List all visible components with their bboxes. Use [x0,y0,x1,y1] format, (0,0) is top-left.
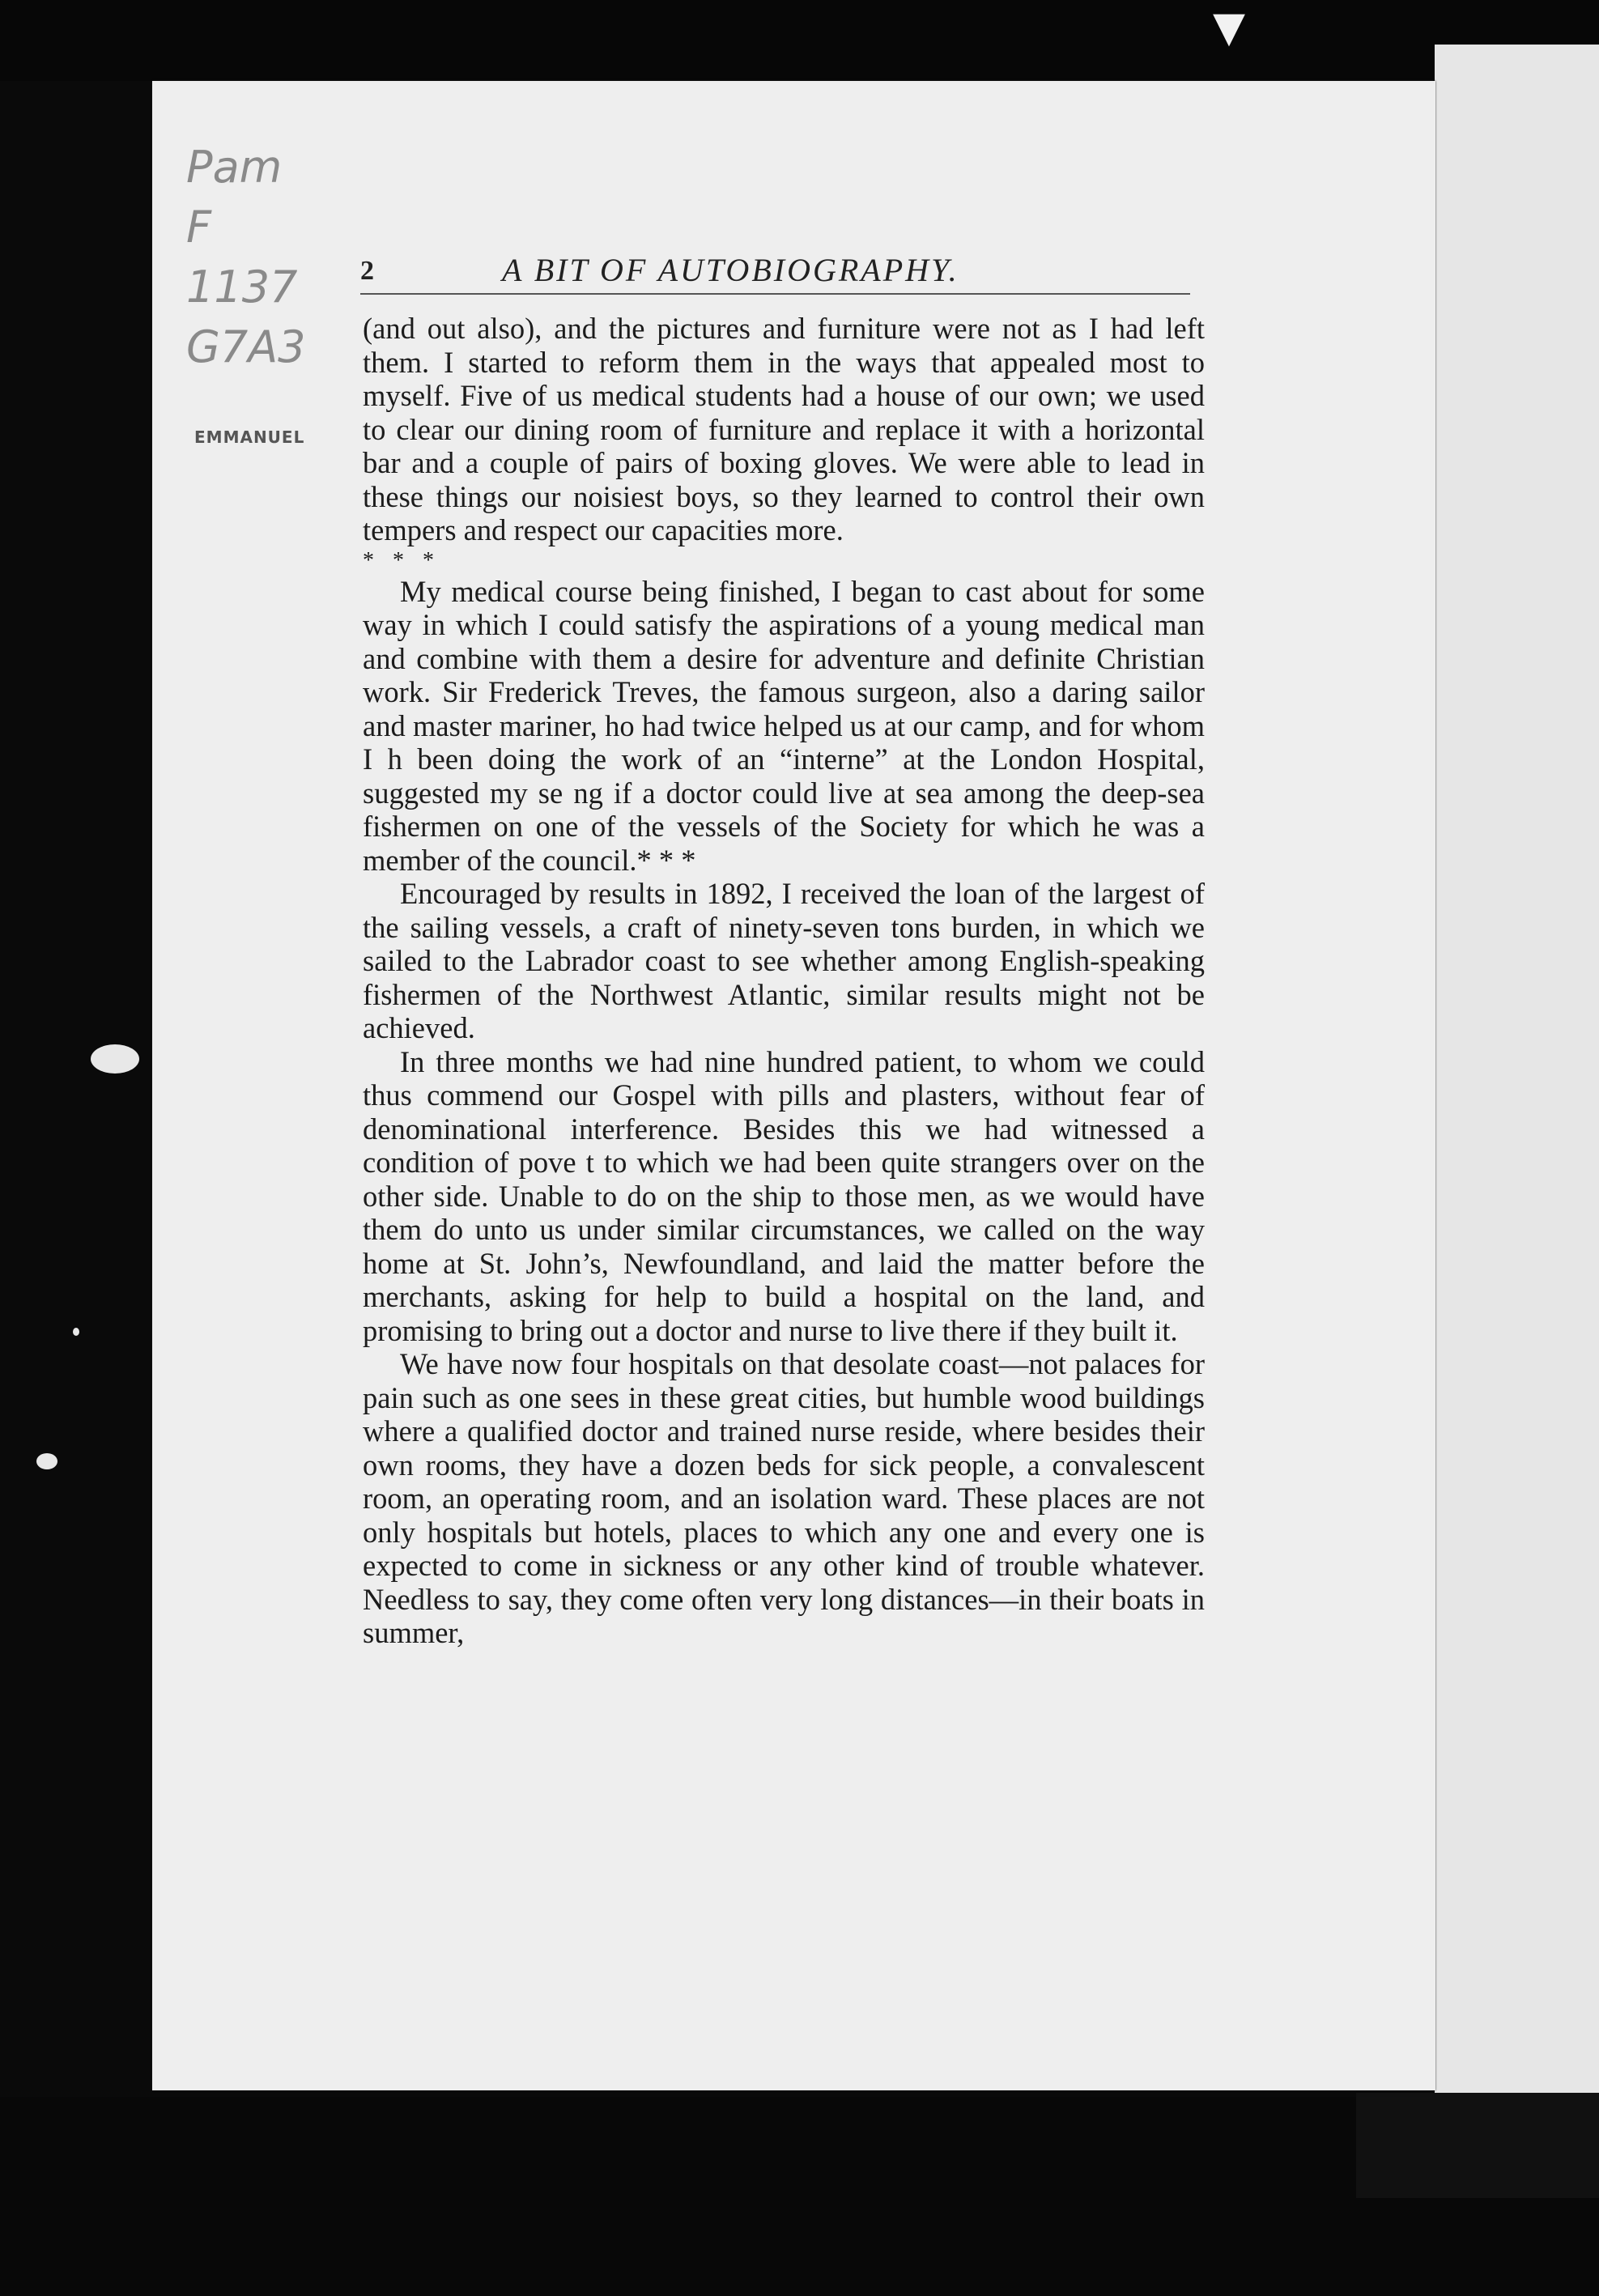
adjacent-page-edge [1435,45,1599,2101]
scan-speck [91,1044,139,1074]
scan-top-border [0,0,1599,81]
scan-speck [73,1328,79,1336]
paragraph: (and out also), and the pictures and furniture were not as I had left them. I started to reform them in the ways that appealed most to myself. Five of us medical students had a house of our own; we used to clear our dining room of furniture and replace it with a horizontal bar and a couple of pairs of boxing gloves. We were able to lead in these things our noisiest boys, so they learned to control their own tempers and respect our capacities more. [363,312,1205,546]
section-break: * * * [363,547,440,573]
body-text [363,312,1205,1650]
call-number-line: Pam [186,142,283,193]
library-stamp: EMMANUEL [194,427,305,447]
page-header [360,251,1190,295]
paragraph: My medical course being finished, I began to cast about for some way in which I could satisfy the aspirations of a young medical man and combine with them a desire for adventure and definite Christian work. Sir Frederick Treves, the famous surgeon, also a daring sailor and master mariner, ho had twice helped us at our camp, and for whom I h been doing the work of an “interne” at the London Hospital, suggested my se ng if a doctor could live at sea among the deep-sea fishermen on one of the vessels of the Society for which he was a member of the council.* * * [363,574,1205,877]
call-number-line: G7A3 [186,321,306,372]
paragraph: In three months we had nine hundred patient, to whom we could thus commend our Gospel with pills and plasters, without fear of denominational interference. Besides this we had witnessed a condition of pove t to which we had been quite strangers over on the other side. Unable to do on the ship to those men, as we would have them do unto us under similar circumstances, we called on the way home at St. John’s, Newfoundland, and laid the matter before the merchants, asking for help to build a hospital on the land, and promising to bring out a doctor and nurse to live there if they built it. [363,1044,1205,1347]
running-title: A BIT OF AUTOBIOGRAPHY. [502,252,959,288]
page-number: 2 [360,256,374,286]
paragraph: We have now four hospitals on that desolate coast—not palaces for pain such as one sees in these great cities, but humble wood buildings where a qualified doctor and trained nurse reside, where besides their own rooms, they have a dozen beds for sick people, a convalescent room, an operating room, and an isolation ward. These places are not only hospitals but hotels, places to which any one and every one is expected to come in sickness or any other kind of trouble whatever. Needless to say, they come often very long distances—in their boats in summer, [363,1347,1205,1649]
adjacent-page-corner [1356,2093,1599,2198]
call-number-line: 1137 [186,261,298,313]
call-number-line: F [186,202,212,253]
handwritten-call-number [186,138,306,377]
scanner-arrow-icon: ▼ [1213,3,1245,52]
paragraph: Encouraged by results in 1892, I received the loan of the largest of the sailing vessels, a craft of ninety-seven tons burden, in which we sailed to the Labrador coast to see whether among English-speaking fishermen of the Northwest Atlantic, similar results might not be achieved. [363,877,1205,1044]
scan-speck [36,1453,57,1469]
